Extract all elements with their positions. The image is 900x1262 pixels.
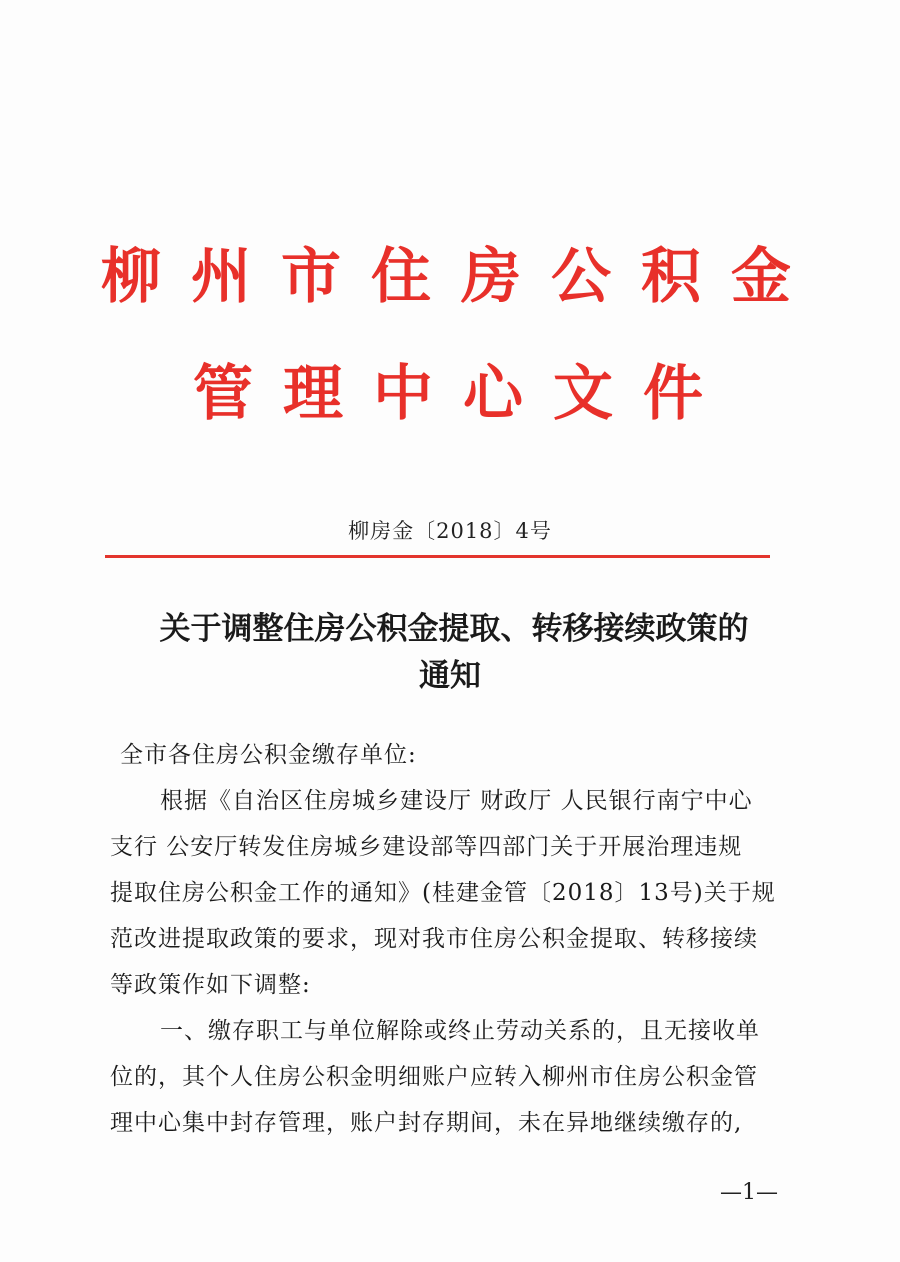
- notice-title-line-1: 关于调整住房公积金提取、转移接续政策的: [159, 611, 749, 647]
- issuer-header-line-1: 柳州市住房公积金: [101, 242, 821, 312]
- body-line: 提取住房公积金工作的通知》(桂建金管〔2018〕13号)关于规: [110, 880, 776, 906]
- body-line: 范改进提取政策的要求，现对我市住房公积金提取、转移接续: [110, 926, 758, 952]
- notice-title-line-2: 通知: [419, 658, 481, 694]
- body-line: 支行 公安厅转发住房城乡建设部等四部门关于开展治理违规: [110, 834, 743, 860]
- body-line: 理中心集中封存管理，账户封存期间，未在异地继续缴存的,: [110, 1110, 743, 1136]
- issuer-header-line-2: 管理中心文件: [193, 359, 733, 429]
- body-line: 等政策作如下调整:: [110, 972, 311, 998]
- body-line: 位的，其个人住房公积金明细账户应转入柳州市住房公积金管: [110, 1064, 758, 1090]
- page-number: —1—: [720, 1180, 778, 1205]
- salutation: 全市各住房公积金缴存单位:: [120, 742, 417, 768]
- red-divider-line: [105, 555, 770, 558]
- body-line: 根据《自治区住房城乡建设厅 财政厅 人民银行南宁中心: [160, 788, 753, 814]
- body-line: 一、缴存职工与单位解除或终止劳动关系的，且无接收单: [160, 1018, 760, 1044]
- document-number: 柳房金〔2018〕4号: [348, 519, 552, 543]
